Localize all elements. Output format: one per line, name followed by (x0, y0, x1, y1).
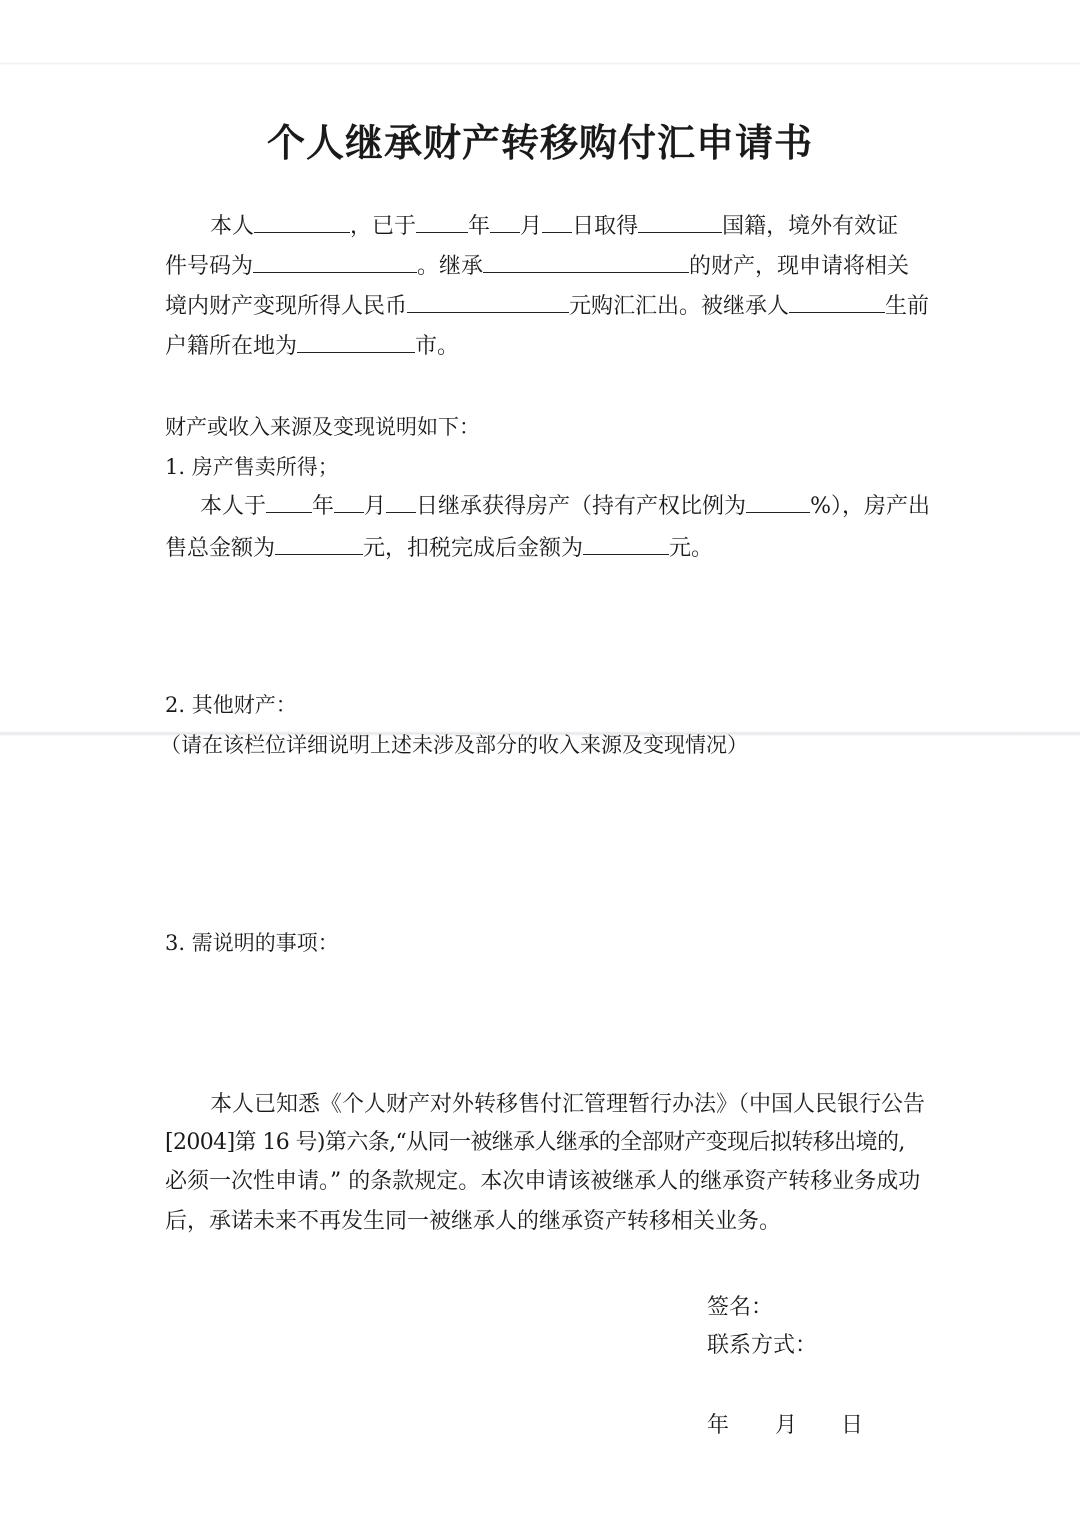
date-month: 月 (775, 1413, 798, 1438)
para1-line4: 户籍所在地为 市。 (165, 330, 459, 362)
item3-heading: 3. 需说明的事项： (165, 931, 339, 955)
date-row (707, 1408, 863, 1439)
ownership-ratio-blank[interactable] (746, 490, 810, 513)
item1-heading: 1. 房产售卖所得； (165, 455, 339, 479)
item1-line2: 售总金额为 元，扣税完成后金额为 元。 (165, 532, 713, 564)
document-title: 个人继承财产转移购付汇申请书 (266, 121, 813, 165)
month-blank[interactable] (490, 210, 520, 233)
date-day: 日 (841, 1413, 864, 1438)
declaration-line4: 后，承诺未来不再发生同一被继承人的继承资产转移相关业务。 (165, 1209, 782, 1234)
hukou-city-blank[interactable] (297, 330, 415, 353)
inherit-month-blank[interactable] (334, 490, 364, 513)
declaration-line1: 本人已知悉《个人财产对外转移售付汇管理暂行办法》（中国人民银行公告 (210, 1092, 926, 1117)
sources-heading: 财产或收入来源及变现说明如下： (165, 415, 480, 439)
para1-line1: 本人 ，已于 年 月 日取得 国籍，境外有效证 (210, 210, 898, 242)
date-year: 年 (707, 1413, 730, 1438)
year-blank[interactable] (416, 210, 468, 233)
decedent-blank[interactable] (483, 250, 689, 273)
total-sale-blank[interactable] (275, 532, 363, 555)
contact-label: 联系方式： (707, 1333, 818, 1358)
day-blank[interactable] (542, 210, 572, 233)
declaration-line2: [2004]第 16 号)第六条,“从同一被继承人继承的全部财产变现后拟转移出境的, (165, 1130, 905, 1155)
item1-line1: 本人于 年 月 日继承获得房产（持有产权比例为 %），房产出 (200, 490, 930, 522)
inherit-day-blank[interactable] (386, 490, 416, 513)
item2-heading: 2. 其他财产： (165, 693, 297, 717)
para1-line3: 境内财产变现所得人民币 元购汇汇出。被继承人 生前 (165, 290, 929, 322)
decedent-name-blank[interactable] (789, 290, 885, 313)
para1-line2: 件号码为 。继承 的财产，现申请将相关 (165, 250, 909, 282)
declaration-line3: 必须一次性申请。” 的条款规定。本次申请该被继承人的继承资产转移业务成功 (165, 1169, 921, 1194)
after-tax-blank[interactable] (583, 532, 669, 555)
inherit-year-blank[interactable] (266, 490, 312, 513)
amount-rmb-blank[interactable] (407, 290, 569, 313)
name-blank[interactable] (254, 210, 350, 233)
item2-note: （请在该栏位详细说明上述未涉及部分的收入来源及变现情况） (160, 733, 748, 757)
signature-label: 签名： (707, 1295, 774, 1320)
scan-artifact-top (0, 62, 1080, 65)
nationality-blank[interactable] (638, 210, 722, 233)
id-number-blank[interactable] (253, 250, 417, 273)
